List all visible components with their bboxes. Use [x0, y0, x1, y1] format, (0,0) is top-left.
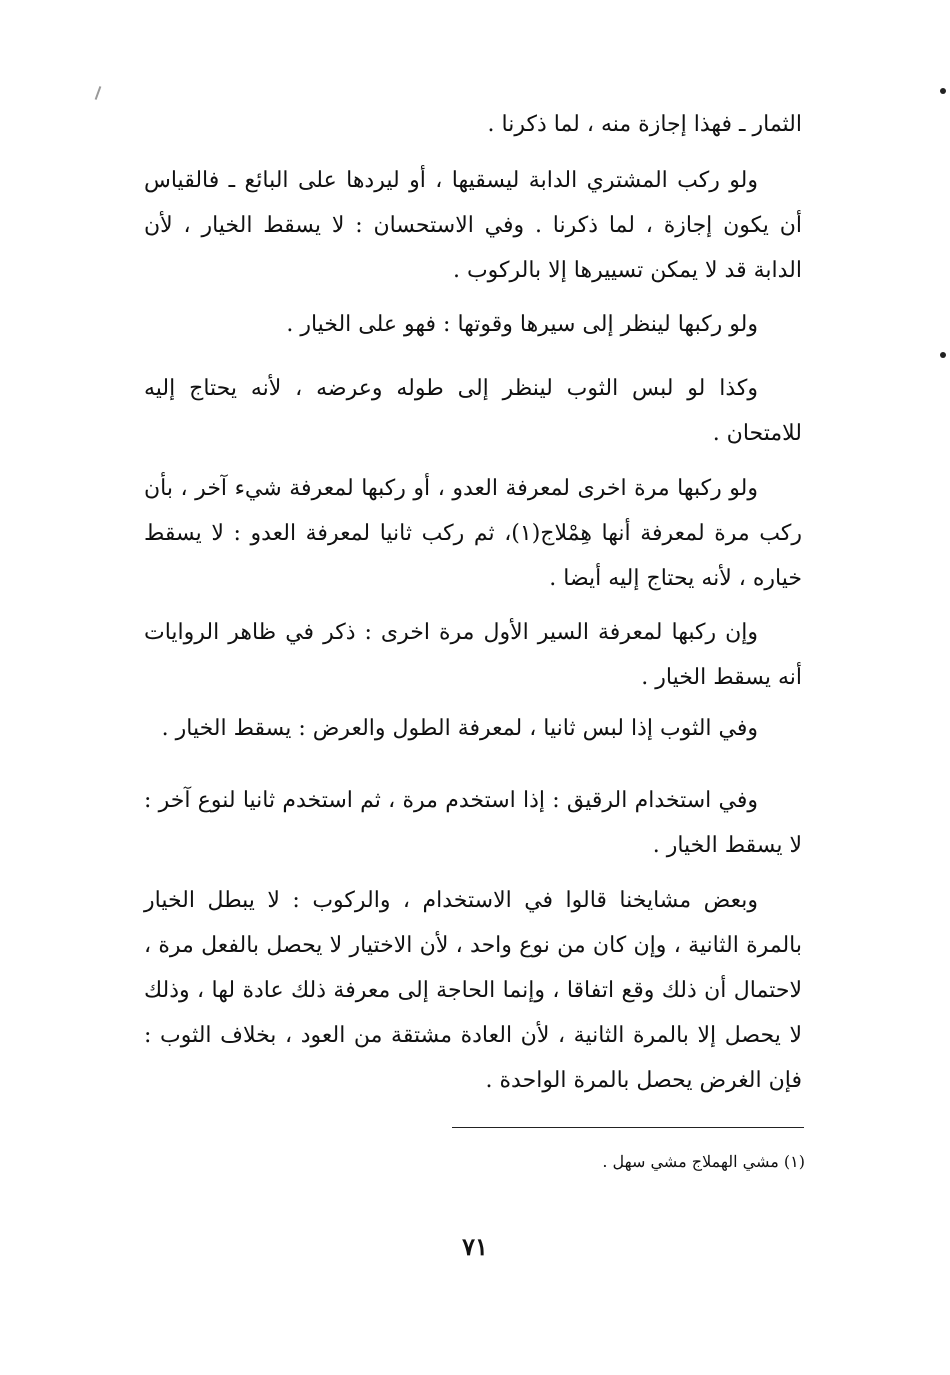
paragraph-continuation: الثمار ـ فهذا إجازة منه ، لما ذكرنا .	[487, 112, 802, 137]
footnote-separator	[452, 1127, 804, 1128]
margin-dot	[940, 352, 946, 358]
paragraph: ولو ركبها مرة اخرى لمعرفة العدو ، أو ركبها لمعرفة شيء آخر ، بأن ركب مرة لمعرفة أنها هِمْلاج(١)، ثم ركب ثانيا لمعرفة العدو : لا يسقط خياره ، لأنه يحتاج إليه أيضا .	[144, 476, 802, 591]
stray-pen-mark	[95, 86, 102, 100]
footnote: (١) مشي الهملاج مشي سهل .	[602, 1152, 805, 1171]
paragraph: وبعض مشايخنا قالوا في الاستخدام ، والركوب : لا يبطل الخيار بالمرة الثانية ، وإن كان من نوع واحد ، لأن الاختيار لا يحصل بالفعل مرة ، لاحتمال أن ذلك وقع اتفاقا ، وإنما الحاجة إلى معرفة ذلك عادة لها ، وذلك لا يحصل إلا بالمرة الثانية ، لأن العادة مشتقة من العود ، بخلاف الثوب : فإن الغرض يحصل بالمرة الواحدة .	[144, 888, 803, 1093]
margin-dot	[940, 88, 946, 94]
paragraph: وفي الثوب إذا لبس ثانيا ، لمعرفة الطول والعرض : يسقط الخيار .	[161, 716, 758, 741]
paragraph: ولو ركبها لينظر إلى سيرها وقوتها : فهو على الخيار .	[286, 312, 758, 337]
paragraph: وكذا لو لبس الثوب لينظر إلى طوله وعرضه ، لأنه يحتاج إليه للامتحان .	[144, 376, 802, 446]
page-number: ٧١	[462, 1232, 488, 1261]
paragraph: ولو ركب المشتري الدابة ليسقيها ، أو ليردها على البائع ـ فالقياس أن يكون إجازة ، لما ذكرنا . وفي الاستحسان : لا يسقط الخيار ، لأن الدابة قد لا يمكن تسييرها إلا بالركوب .	[144, 168, 802, 283]
paragraph: وفي استخدام الرقيق : إذا استخدم مرة ، ثم استخدم ثانيا لنوع آخر : لا يسقط الخيار .	[144, 788, 802, 858]
paragraph: وإن ركبها لمعرفة السير الأول مرة اخرى : ذكر في ظاهر الروايات أنه يسقط الخيار .	[144, 620, 802, 690]
